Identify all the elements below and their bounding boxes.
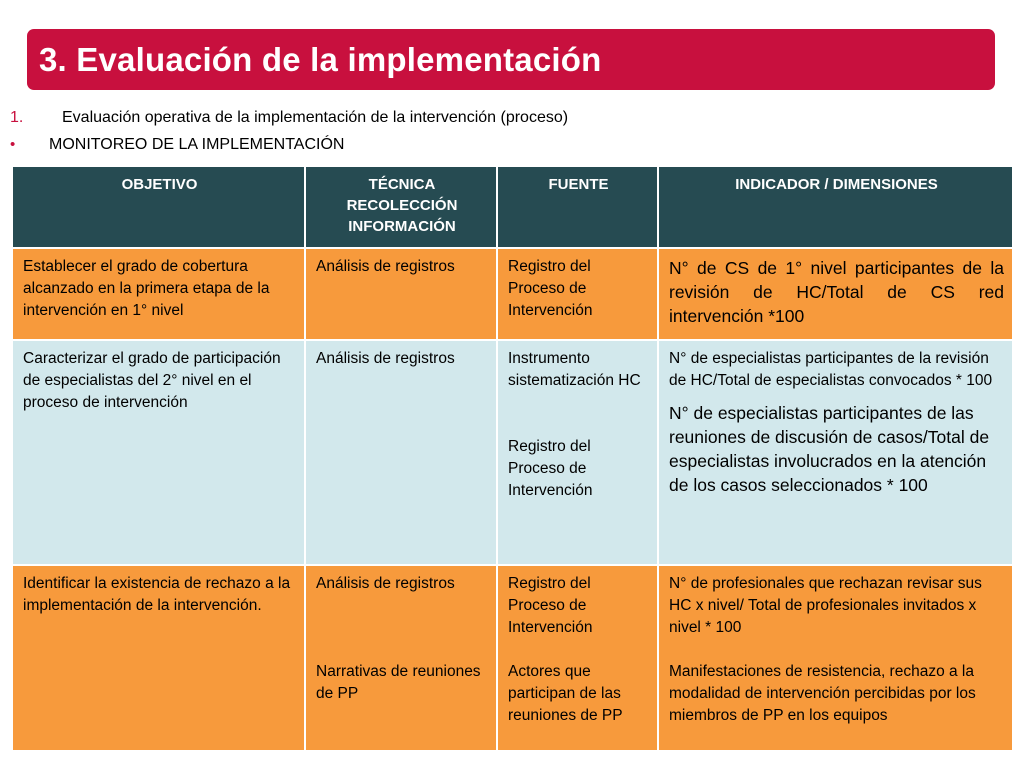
- fuente-text: Actores que participan de las reuniones de PP: [508, 663, 623, 724]
- indicador-text: N° de profesionales que rechazan revisar sus HC x nivel/ Total de profesionales invitados x nivel * 100: [669, 575, 982, 636]
- cell-tecnica: [305, 248, 497, 340]
- table-row: [12, 248, 1013, 340]
- evaluation-table: [11, 165, 1014, 752]
- cell-indicador: [658, 340, 1013, 565]
- objetivo-text: Establecer el grado de cobertura alcanzado en la primera etapa de la intervención en 1° nivel: [23, 258, 270, 319]
- list-number: 1.: [10, 109, 24, 126]
- cell-tecnica: [305, 340, 497, 565]
- cell-fuente: [497, 340, 658, 565]
- cell-objetivo: [12, 565, 305, 751]
- indicador-text: Manifestaciones de resistencia, rechazo a la modalidad de intervención percibidas por los miembros de PP en los equipos: [669, 663, 976, 724]
- indicador-text: N° de especialistas participantes de las reuniones de discusión de casos/Total de especialistas involucrados en la atención de los casos seleccionados * 100: [669, 403, 990, 495]
- objetivo-text: Caracterizar el grado de participación de especialistas del 2° nivel en el proceso de intervención: [23, 350, 281, 411]
- fuente-text: Registro del Proceso de Intervención: [508, 258, 593, 319]
- tecnica-text: Análisis de registros: [316, 575, 455, 592]
- tecnica-text: Análisis de registros: [316, 350, 455, 367]
- cell-indicador: [658, 565, 1013, 751]
- title-bar: [27, 29, 995, 90]
- list-item-text: Evaluación operativa de la implementación de la intervención (proceso): [62, 109, 569, 126]
- indicador-text: N° de CS de 1° nivel participantes de la revisión de HC/Total de CS red intervención *100: [669, 258, 1004, 326]
- bullet-icon: •: [10, 136, 16, 153]
- header-fuente: FUENTE: [497, 166, 658, 248]
- header-objetivo: OBJETIVO: [12, 166, 305, 248]
- cell-fuente: [497, 248, 658, 340]
- list-item-text: MONITOREO DE LA IMPLEMENTACIÓN: [49, 136, 345, 153]
- objetivo-text: Identificar la existencia de rechazo a la implementación de la intervención.: [23, 575, 291, 614]
- fuente-text: Registro del Proceso de Intervención: [508, 438, 593, 499]
- cell-objetivo: [12, 340, 305, 565]
- tecnica-text: Análisis de registros: [316, 258, 455, 275]
- cell-objetivo: [12, 248, 305, 340]
- tecnica-text: Narrativas de reuniones de PP: [316, 663, 481, 702]
- table-row: [12, 565, 1013, 751]
- fuente-text: Registro del Proceso de Intervención: [508, 575, 593, 636]
- page-title: 3. Evaluación de la implementación: [39, 40, 602, 78]
- list-item: [10, 109, 568, 127]
- header-tecnica: TÉCNICA RECOLECCIÓN INFORMACIÓN: [305, 166, 497, 248]
- cell-fuente: [497, 565, 658, 751]
- fuente-text: Instrumento sistematización HC: [508, 350, 641, 389]
- table-header-row: [12, 166, 1013, 248]
- list-item: [10, 136, 344, 154]
- cell-indicador: [658, 248, 1013, 340]
- indicador-text: N° de especialistas participantes de la revisión de HC/Total de especialistas convocados * 100: [669, 350, 993, 389]
- cell-tecnica: [305, 565, 497, 751]
- table-row: [12, 340, 1013, 565]
- header-indicador: INDICADOR / DIMENSIONES: [658, 166, 1013, 248]
